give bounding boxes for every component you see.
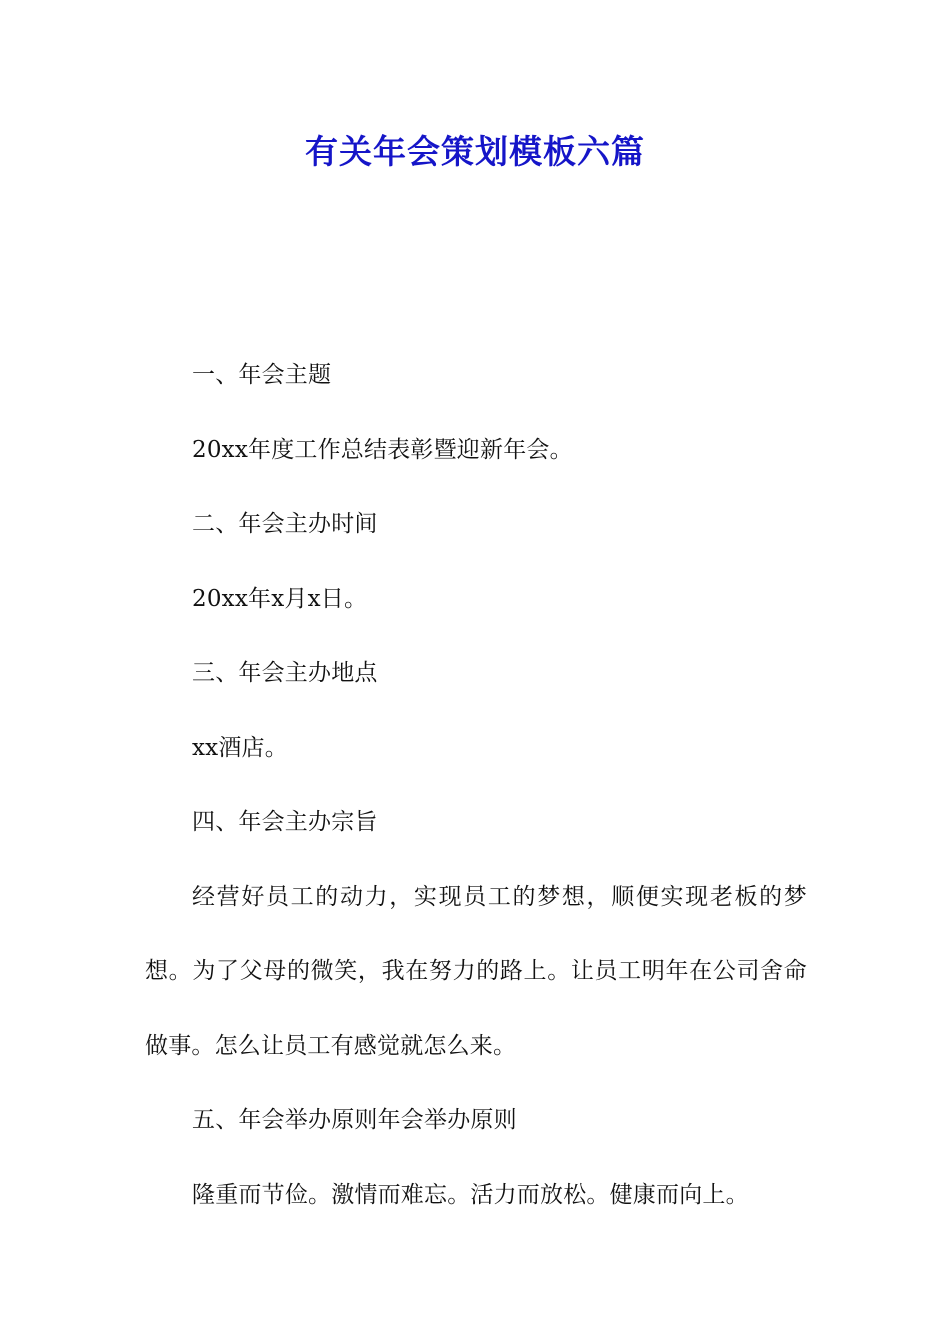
- section-heading-principles: 五、年会举办原则年会举办原则: [192, 1107, 517, 1133]
- paragraph-time: 20xx年x月x日。: [192, 585, 368, 612]
- section-heading-purpose: 四、年会主办宗旨: [192, 809, 378, 835]
- document-body: [145, 338, 807, 1232]
- section-heading-location: 三、年会主办地点: [192, 660, 378, 686]
- section-heading-time: 二、年会主办时间: [192, 511, 378, 537]
- paragraph-theme: 20xx年度工作总结表彰暨迎新年会。: [192, 436, 573, 463]
- paragraph-location: xx酒店。: [192, 734, 288, 761]
- section-heading-theme: 一、年会主题: [192, 362, 332, 388]
- document-title: 有关年会策划模板六篇: [305, 132, 645, 171]
- paragraph-purpose: 经营好员工的动力，实现员工的梦想，顺便实现老板的梦想。为了父母的微笑，我在努力的路上。让员工明年在公司舍命做事。怎么让员工有感觉就怎么来。: [145, 883, 807, 1059]
- paragraph-principles: 隆重而节俭。激情而难忘。活力而放松。健康而向上。: [192, 1181, 749, 1208]
